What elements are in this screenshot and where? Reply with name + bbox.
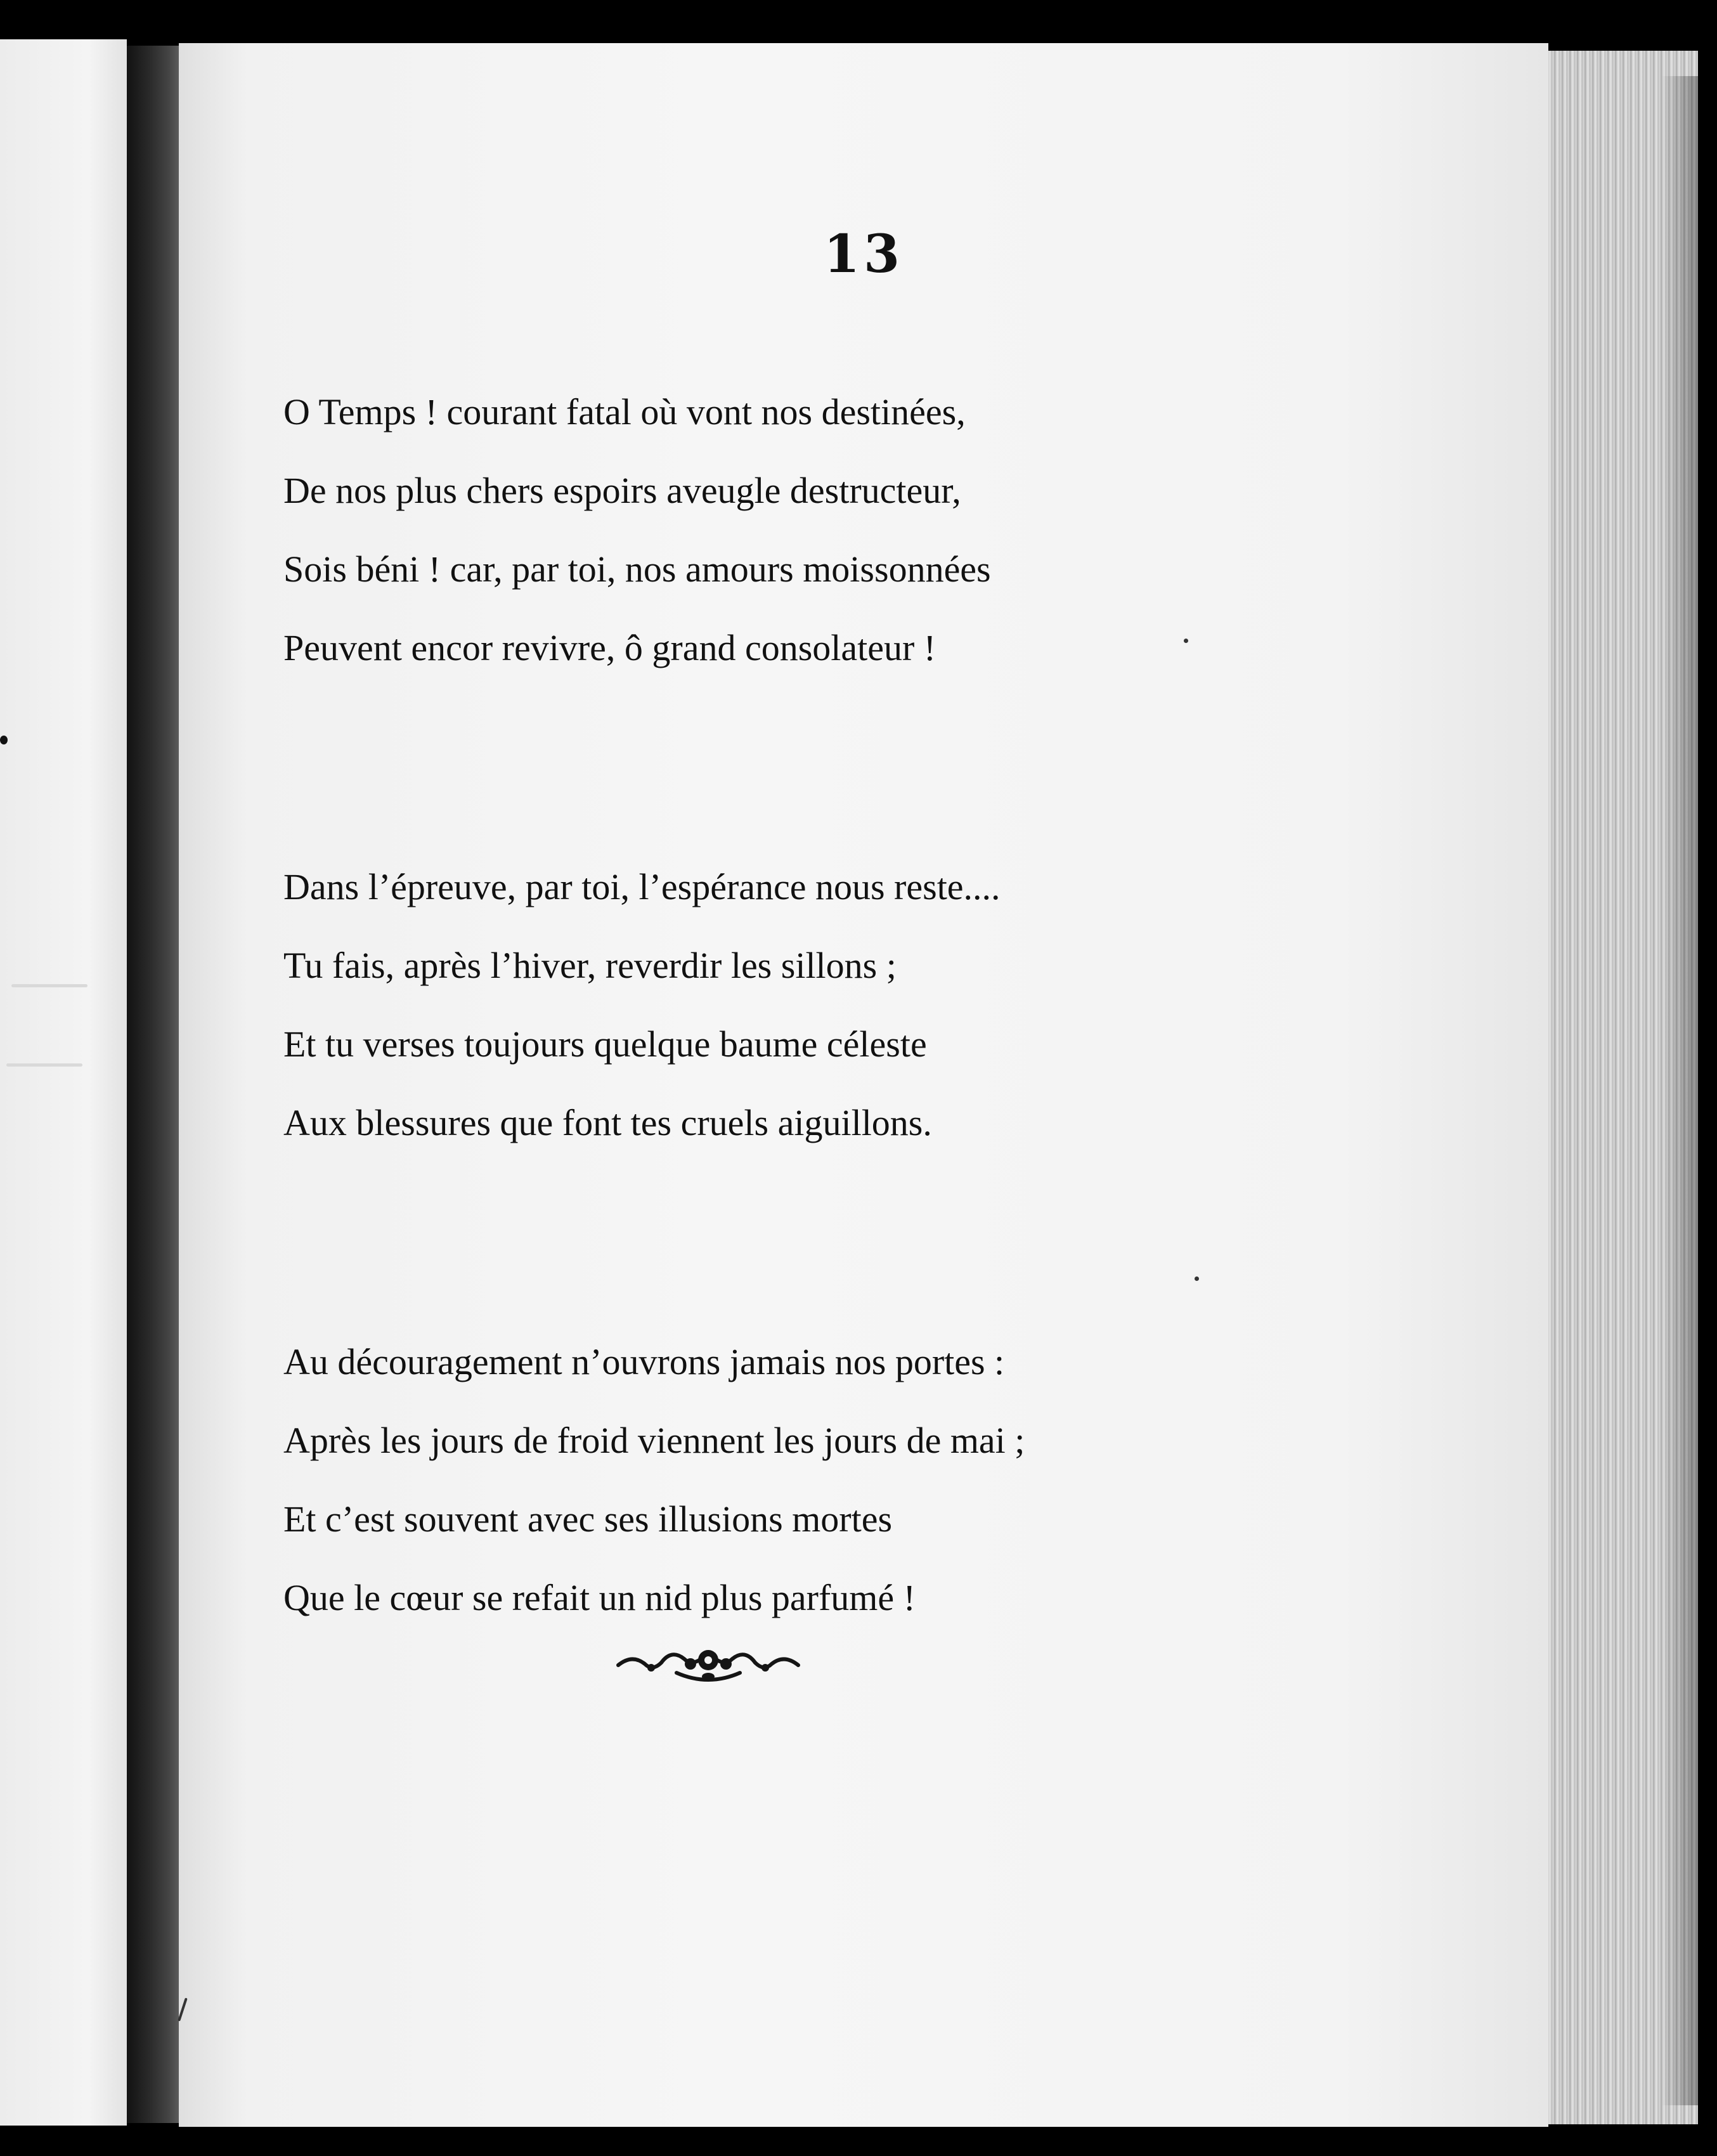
verse-line: De nos plus chers espoirs aveugle destructeur, bbox=[283, 470, 961, 511]
verse-line: Aux blessures que font tes cruels aiguillons. bbox=[283, 1102, 932, 1143]
verse-line: Sois béni ! car, par toi, nos amours moissonnées bbox=[283, 549, 991, 590]
show-through-mark bbox=[6, 1063, 82, 1067]
stanza-2 bbox=[283, 848, 1488, 1162]
page-number: 13 bbox=[823, 224, 904, 285]
verse-line: Au découragement n’ouvrons jamais nos portes : bbox=[283, 1341, 1005, 1382]
poem bbox=[283, 373, 1488, 1798]
show-through-mark bbox=[11, 984, 87, 987]
verse-line: Et tu verses toujours quelque baume céleste bbox=[283, 1023, 927, 1065]
fleuron-ornament-icon bbox=[613, 1635, 803, 1692]
stanza-1 bbox=[283, 373, 1488, 687]
verse-line: Dans l’épreuve, par toi, l’espérance nous reste.... bbox=[283, 866, 1001, 907]
paper-speck bbox=[0, 736, 8, 744]
verse-line: Et c’est souvent avec ses illusions mortes bbox=[283, 1498, 893, 1540]
stanza-3 bbox=[283, 1323, 1488, 1637]
page-edges-shadow bbox=[1661, 76, 1698, 2105]
book-gutter bbox=[127, 46, 179, 2123]
verse-line: Peuvent encor revivre, ô grand consolateur ! bbox=[283, 627, 936, 668]
paper-speck bbox=[1184, 639, 1188, 643]
paper-speck bbox=[1195, 1276, 1199, 1281]
book-page bbox=[179, 43, 1548, 2127]
verse-line: Tu fais, après l’hiver, reverdir les sillons ; bbox=[283, 945, 897, 986]
verse-line: Après les jours de froid viennent les jours de mai ; bbox=[283, 1420, 1025, 1461]
left-page-edge bbox=[0, 39, 127, 2126]
verse-line: O Temps ! courant fatal où vont nos destinées, bbox=[283, 391, 966, 432]
verse-line: Que le cœur se refait un nid plus parfumé ! bbox=[283, 1577, 916, 1618]
